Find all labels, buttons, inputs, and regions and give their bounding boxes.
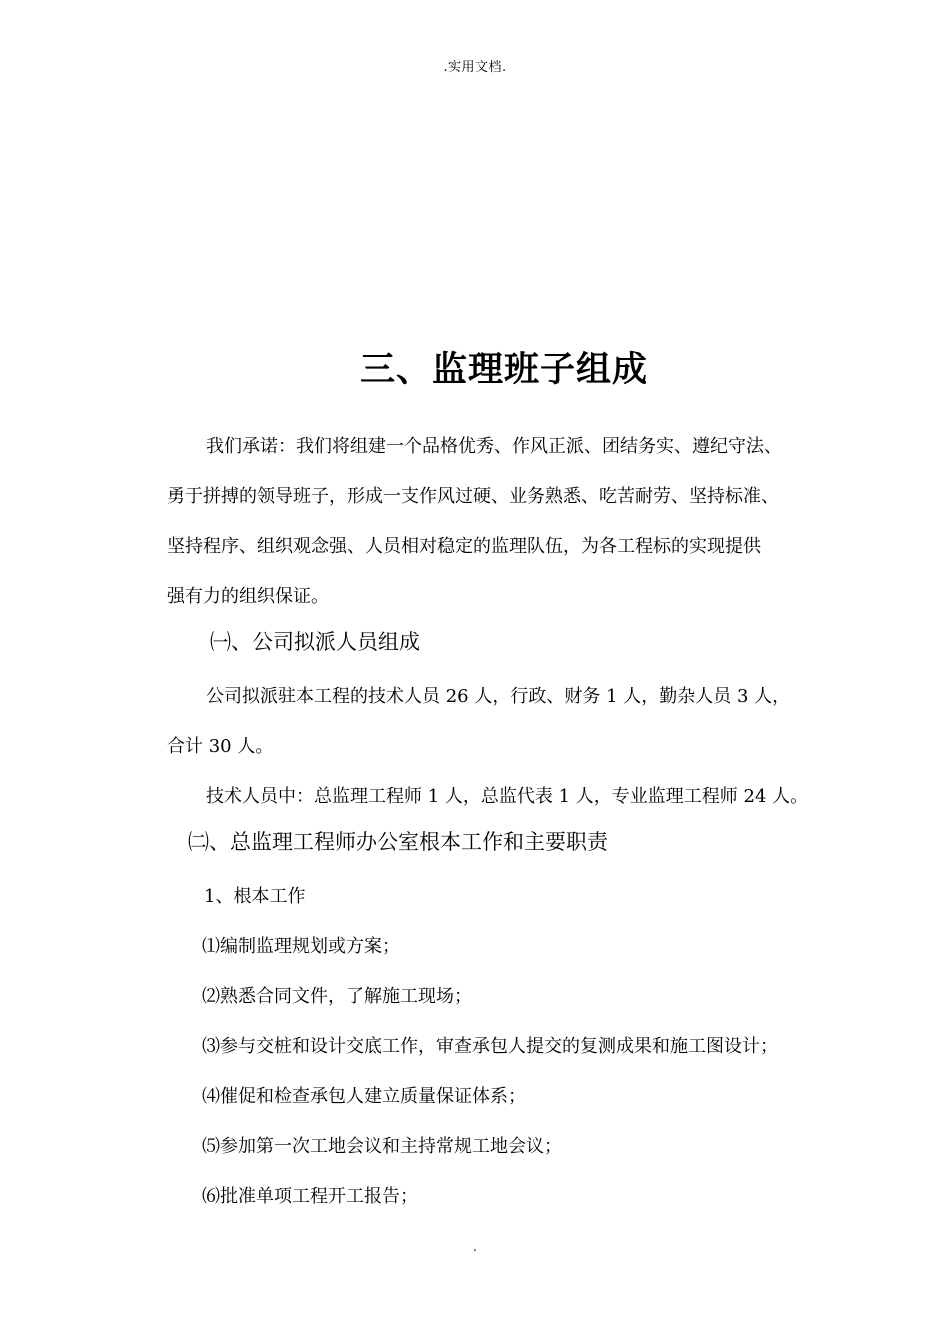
duty-item-4: ⑷催促和检查承包人建立质量保证体系； xyxy=(202,1086,526,1107)
section-1-line-3: 技术人员中：总监理工程师 1 人，总监代表 1 人，专业监理工程师 24 人。 xyxy=(206,786,809,807)
section-1-line-2: 合计 30 人。 xyxy=(167,736,274,757)
duty-item-2: ⑵熟悉合同文件，了解施工现场； xyxy=(202,986,472,1007)
duty-item-6: ⑹批准单项工程开工报告； xyxy=(202,1186,418,1207)
section-1-heading: ㈠、公司拟派人员组成 xyxy=(210,630,420,654)
section-2-subheading: 1、根本工作 xyxy=(204,886,306,907)
intro-line-1: 我们承诺：我们将组建一个品格优秀、作风正派、团结务实、遵纪守法、 xyxy=(206,436,782,457)
page-header: .实用文档. xyxy=(443,60,507,75)
page-footer: . xyxy=(473,1240,477,1254)
intro-line-2: 勇于拼搏的领导班子，形成一支作风过硬、业务熟悉、吃苦耐劳、坚持标准、 xyxy=(167,486,779,507)
section-2-heading: ㈡、总监理工程师办公室根本工作和主要职责 xyxy=(188,830,608,854)
intro-line-3: 坚持程序、组织观念强、人员相对稳定的监理队伍，为各工程标的实现提供 xyxy=(167,536,761,557)
duty-item-1: ⑴编制监理规划或方案； xyxy=(202,936,400,957)
page-title: 三、监理班子组成 xyxy=(359,350,648,390)
intro-line-4: 强有力的组织保证。 xyxy=(167,586,329,607)
duty-item-3: ⑶参与交桩和设计交底工作，审查承包人提交的复测成果和施工图设计； xyxy=(202,1036,778,1057)
section-1-line-1: 公司拟派驻本工程的技术人员 26 人，行政、财务 1 人，勤杂人员 3 人， xyxy=(206,686,791,707)
duty-item-5: ⑸参加第一次工地会议和主持常规工地会议； xyxy=(202,1136,562,1157)
